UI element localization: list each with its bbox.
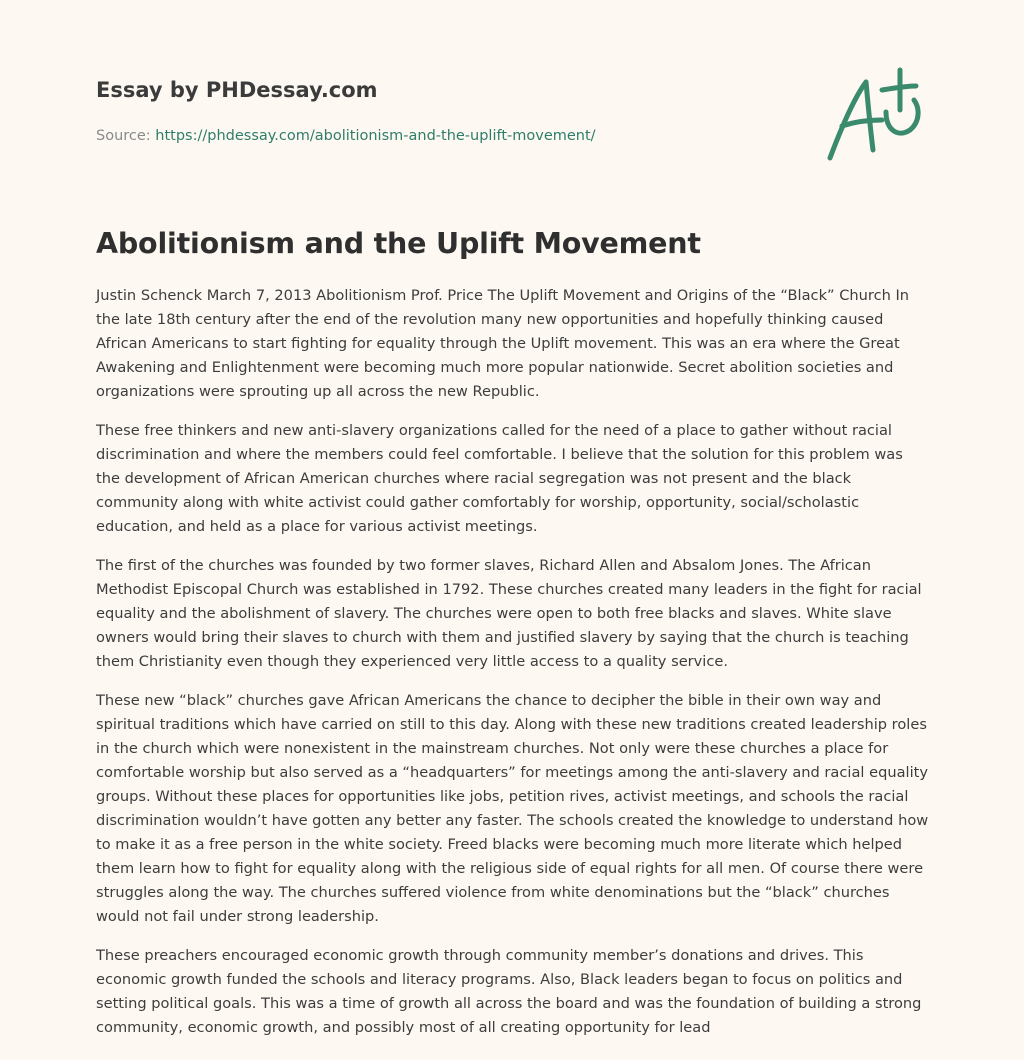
source-label: Source: bbox=[96, 128, 151, 144]
article-paragraph: These preachers encouraged economic growth through community member’s donations and drives. This economic growth funded the schools and literacy programs. Also, Black leaders began to focus on politics and setting political goals. This was a time of growth all across the board and was the foundation of building a strong community, economic growth, and possibly most of all creating opportunity for lead bbox=[96, 947, 922, 1036]
article-paragraph: The first of the churches was founded by two former slaves, Richard Allen and Absalom Jones. The African Methodist Episcopal Church was established in 1792. These churches created many leaders in the fight for racial equality and the abolishment of slavery. The churches were open to both free blacks and slaves. White slave owners would bring their slaves to church with them and justified slavery by saying that the church is teaching them Christianity even though they experienced very little access to a quality service. bbox=[96, 557, 922, 670]
essay-header bbox=[96, 76, 796, 146]
article bbox=[96, 224, 930, 1055]
source-link[interactable]: https://phdessay.com/abolitionism-and-the-uplift-movement/ bbox=[155, 128, 596, 144]
article-title: Abolitionism and the Uplift Movement bbox=[96, 227, 701, 260]
a-plus-logo-icon bbox=[820, 64, 930, 168]
article-paragraph: These new “black” churches gave African Americans the chance to decipher the bible in their own way and spiritual traditions which have carried on still to this day. Along with these new traditions created leadership roles in the church which were nonexistent in the mainstream churches. Not only were these churches a place for comfortable worship but also served as a “headquarters” for meetings among the anti-slavery and racial equality groups. Without these places for opportunities like jobs, petition rives, activist meetings, and schools the racial discrimination wouldn’t have gotten any better any faster. The schools created the knowledge to understand how to make it as a free person in the white society. Freed blacks were becoming much more literate which helped them learn how to fight for equality along with the religious side of equal rights for all men. Of course there were struggles along the way. The churches suffered violence from white denominations but the “black” churches would not fail under strong leadership. bbox=[96, 692, 929, 925]
site-brand: Essay by PHDessay.com bbox=[96, 78, 378, 102]
source-line bbox=[96, 126, 796, 146]
article-paragraph: These free thinkers and new anti-slavery organizations called for the need of a place to gather without racial discrimination and where the members could feel comfortable. I believe that the solution for this problem was the development of African American churches where racial segregation was not present and the black community along with white activist could gather comfortably for worship, opportunity, social/scholastic education, and held as a place for various activist meetings. bbox=[96, 422, 903, 535]
article-paragraph: Justin Schenck March 7, 2013 Abolitionism Prof. Price The Uplift Movement and Origins of the “Black” Church In the late 18th century after the end of the revolution many new opportunities and hopefully thinking caused African Americans to start fighting for equality through the Uplift movement. This was an era where the Great Awakening and Enlightenment were becoming much more popular nationwide. Secret abolition societies and organizations were sprouting up all across the new Republic. bbox=[96, 287, 910, 400]
